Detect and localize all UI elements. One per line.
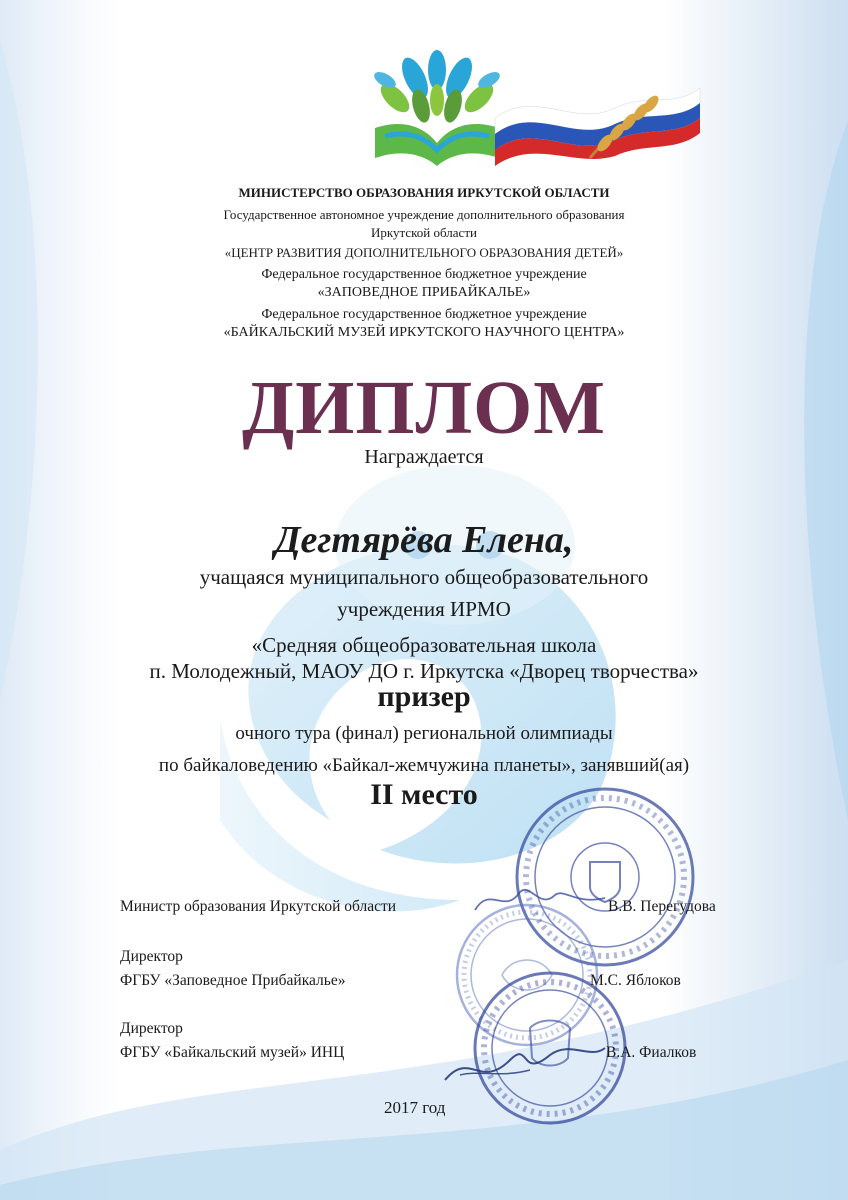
award-place: II место <box>370 778 478 811</box>
signer-name: В.В. Перегудова <box>608 898 716 915</box>
signer-org: ФГБУ «Заповедное Прибайкалье» <box>120 972 346 989</box>
signer-org: ФГБУ «Байкальский музей» ИНЦ <box>120 1044 345 1061</box>
recipient-line-3: «Средняя общеобразовательная школа <box>251 633 597 657</box>
award-line-2: по байкаловедению «Байкал-жемчужина планеты», занявший(ая) <box>158 755 690 776</box>
signer-position: Министр образования Иркутской области <box>120 898 397 915</box>
header-line-2: Государственное автономное учреждение дополнительного образования <box>223 207 625 222</box>
header-line-3: Иркутской области <box>371 225 477 240</box>
page-title: ДИПЛОМ <box>242 366 606 450</box>
signer-role: Директор <box>120 948 183 965</box>
recipient-name: Дегтярёва Елена, <box>274 519 574 561</box>
header-line-4: «ЦЕНТР РАЗВИТИЯ ДОПОЛНИТЕЛЬНОГО ОБРАЗОВАНИЯ ДЕТЕЙ» <box>224 245 624 260</box>
header-line-6: «ЗАПОВЕДНОЕ ПРИБАЙКАЛЬЕ» <box>317 285 531 300</box>
header-ministry: МИНИСТЕРСТВО ОБРАЗОВАНИЯ ИРКУТСКОЙ ОБЛАСТИ <box>238 185 610 200</box>
award-line-1: очного тура (финал) региональной олимпиады <box>235 723 613 744</box>
signature-row-director-2-role <box>120 1020 740 1038</box>
year: 2017 год <box>384 1098 446 1117</box>
recipient-line-1: учащаяся муниципального общеобразовательного <box>199 565 649 589</box>
recipient-line-2: учреждения ИРМО <box>337 597 511 621</box>
signer-name: М.С. Яблоков <box>590 972 681 989</box>
signature-row-minister <box>120 898 740 916</box>
signature-row-director-1-role <box>120 948 740 966</box>
header-line-7: Федеральное государственное бюджетное учреждение <box>261 307 587 322</box>
header-line-5: Федеральное государственное бюджетное учреждение <box>261 267 587 282</box>
signature-row-director-2 <box>120 1044 740 1062</box>
award-status: призер <box>377 680 471 713</box>
signer-name: В.А. Фиалков <box>606 1044 697 1061</box>
signature-row-director-1 <box>120 972 740 990</box>
subtitle: Награждается <box>364 446 484 468</box>
recipient-line-4: п. Молодежный, МАОУ ДО г. Иркутска «Дворец творчества» <box>149 659 699 683</box>
signer-role: Директор <box>120 1020 183 1037</box>
header-line-8: «БАЙКАЛЬСКИЙ МУЗЕЙ ИРКУТСКОГО НАУЧНОГО ЦЕНТРА» <box>223 325 625 340</box>
book-leaves-flag-logo <box>355 48 715 168</box>
